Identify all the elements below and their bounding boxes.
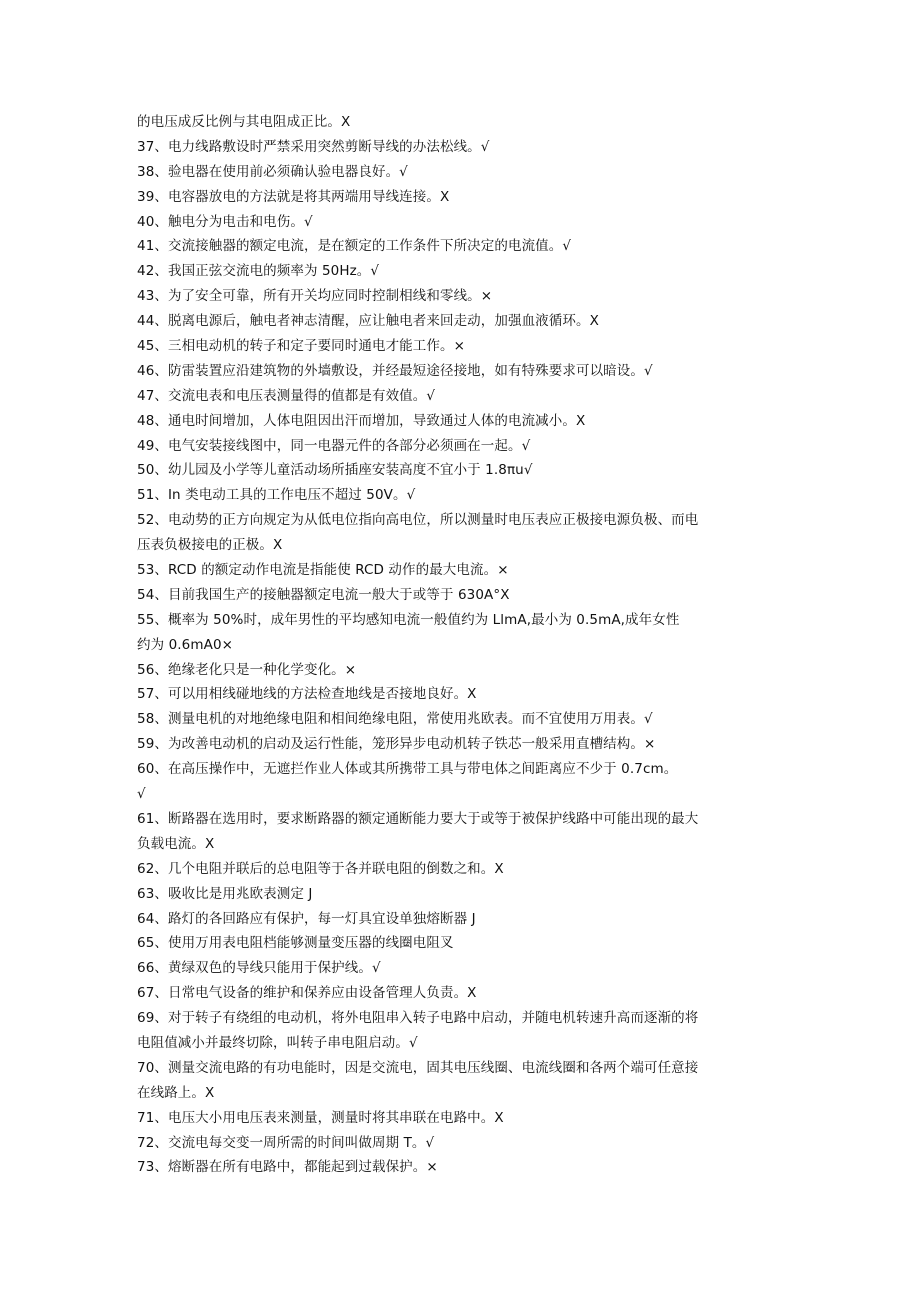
text-line: 45、三相电动机的转子和定子要同时通电才能工作。× [137,338,465,355]
text-line: 65、使用万用表电阻档能够测量变压器的线圈电阻叉 [137,935,454,952]
text-line: 57、可以用相线碰地线的方法检查地线是否接地良好。X [137,686,477,703]
text-line: 50、幼儿园及小学等儿童活动场所插座安装高度不宜小于 1.8πu√ [137,462,533,479]
text-line: 在线路上。X [137,1084,215,1101]
text-line: 64、路灯的各回路应有保护，每一灯具宜设单独熔断器 J [137,910,476,927]
text-line: 61、断路器在选用时，要求断路器的额定通断能力要大于或等于被保护线路中可能出现的最大 [137,810,699,827]
text-line: 67、日常电气设备的维护和保养应由设备管理人负责。X [137,985,477,1002]
text-line: 46、防雷装置应沿建筑物的外墙敷设，并经最短途径接地，如有特殊要求可以暗设。√ [137,362,653,379]
text-line: 43、为了安全可靠，所有开关均应同时控制相线和零线。× [137,288,493,305]
text-line: 37、电力线路敷设时严禁采用突然剪断导线的办法松线。√ [137,138,490,155]
text-line: 48、通电时间增加，人体电阻因出汗而增加，导致通过人体的电流减小。X [137,412,586,429]
text-line: 44、脱离电源后，触电者神志清醒，应让触电者来回走动，加强血液循环。X [137,313,599,330]
text-line: √ [137,786,146,803]
text-line: 55、概率为 50%时，成年男性的平均感知电流一般值约为 LlmA,最小为 0.5mA,成年女性 [137,611,680,628]
text-line: 54、目前我国生产的接触器额定电流一般大于或等于 630A°X [137,586,510,603]
text-line: 41、交流接触器的额定电流，是在额定的工作条件下所决定的电流值。√ [137,238,572,255]
text-line: 60、在高压操作中，无遮拦作业人体或其所携带工具与带电体之间距离应不少于 0.7cm。 [137,761,678,778]
text-line: 66、黄绿双色的导线只能用于保护线。√ [137,960,381,977]
text-line: 负载电流。X [137,835,215,852]
text-line: 53、RCD 的额定动作电流是指能使 RCD 动作的最大电流。× [137,562,509,579]
text-line: 70、测量交流电路的有功电能时，因是交流电，固其电压线圈、电流线圈和各两个端可任意接 [137,1059,699,1076]
text-line: 58、测量电机的对地绝缘电阻和相间绝缘电阻，常使用兆欧表。而不宜使用万用表。√ [137,711,653,728]
text-line: 52、电动势的正方向规定为从低电位指向高电位，所以测量时电压表应正极接电源负极、而电 [137,512,699,529]
text-line: 72、交流电每交变一周所需的时间叫做周期 T。√ [137,1134,435,1151]
text-line: 电阻值减小并最终切除，叫转子串电阻启动。√ [137,1034,418,1051]
text-line: 压表负极接电的正极。X [137,537,283,554]
text-line: 69、对于转子有绕组的电动机，将外电阻串入转子电路中启动，并随电机转速升高而逐渐的将 [137,1010,699,1027]
text-line: 49、电气安装接线图中，同一电器元件的各部分必须画在一起。√ [137,437,531,454]
text-line: 40、触电分为电击和电伤。√ [137,213,313,230]
text-line: 38、验电器在使用前必须确认验电器良好。√ [137,163,408,180]
text-line: 56、绝缘老化只是一种化学变化。× [137,661,357,678]
text-line: 59、为改善电动机的启动及运行性能，笼形异步电动机转子铁芯一般采用直槽结构。× [137,736,656,753]
text-line: 约为 0.6mA0× [137,636,234,653]
text-line: 63、吸收比是用兆欧表测定 J [137,885,313,902]
text-line: 62、几个电阻并联后的总电阻等于各并联电阻的倒数之和。X [137,860,504,877]
text-line: 73、熔断器在所有电路中，都能起到过载保护。× [137,1159,438,1176]
text-line: 71、电压大小用电压表来测量，测量时将其串联在电路中。X [137,1109,504,1126]
text-line: 47、交流电表和电压表测量得的值都是有效值。√ [137,387,436,404]
text-line: 39、电容器放电的方法就是将其两端用导线连接。X [137,188,450,205]
text-line: 51、In 类电动工具的工作电压不超过 50V。√ [137,487,416,504]
text-line: 42、我国正弦交流电的频率为 50Hz。√ [137,263,380,280]
text-line: 的电压成反比例与其电阻成正比。X [137,114,351,130]
text-body [137,110,787,1180]
